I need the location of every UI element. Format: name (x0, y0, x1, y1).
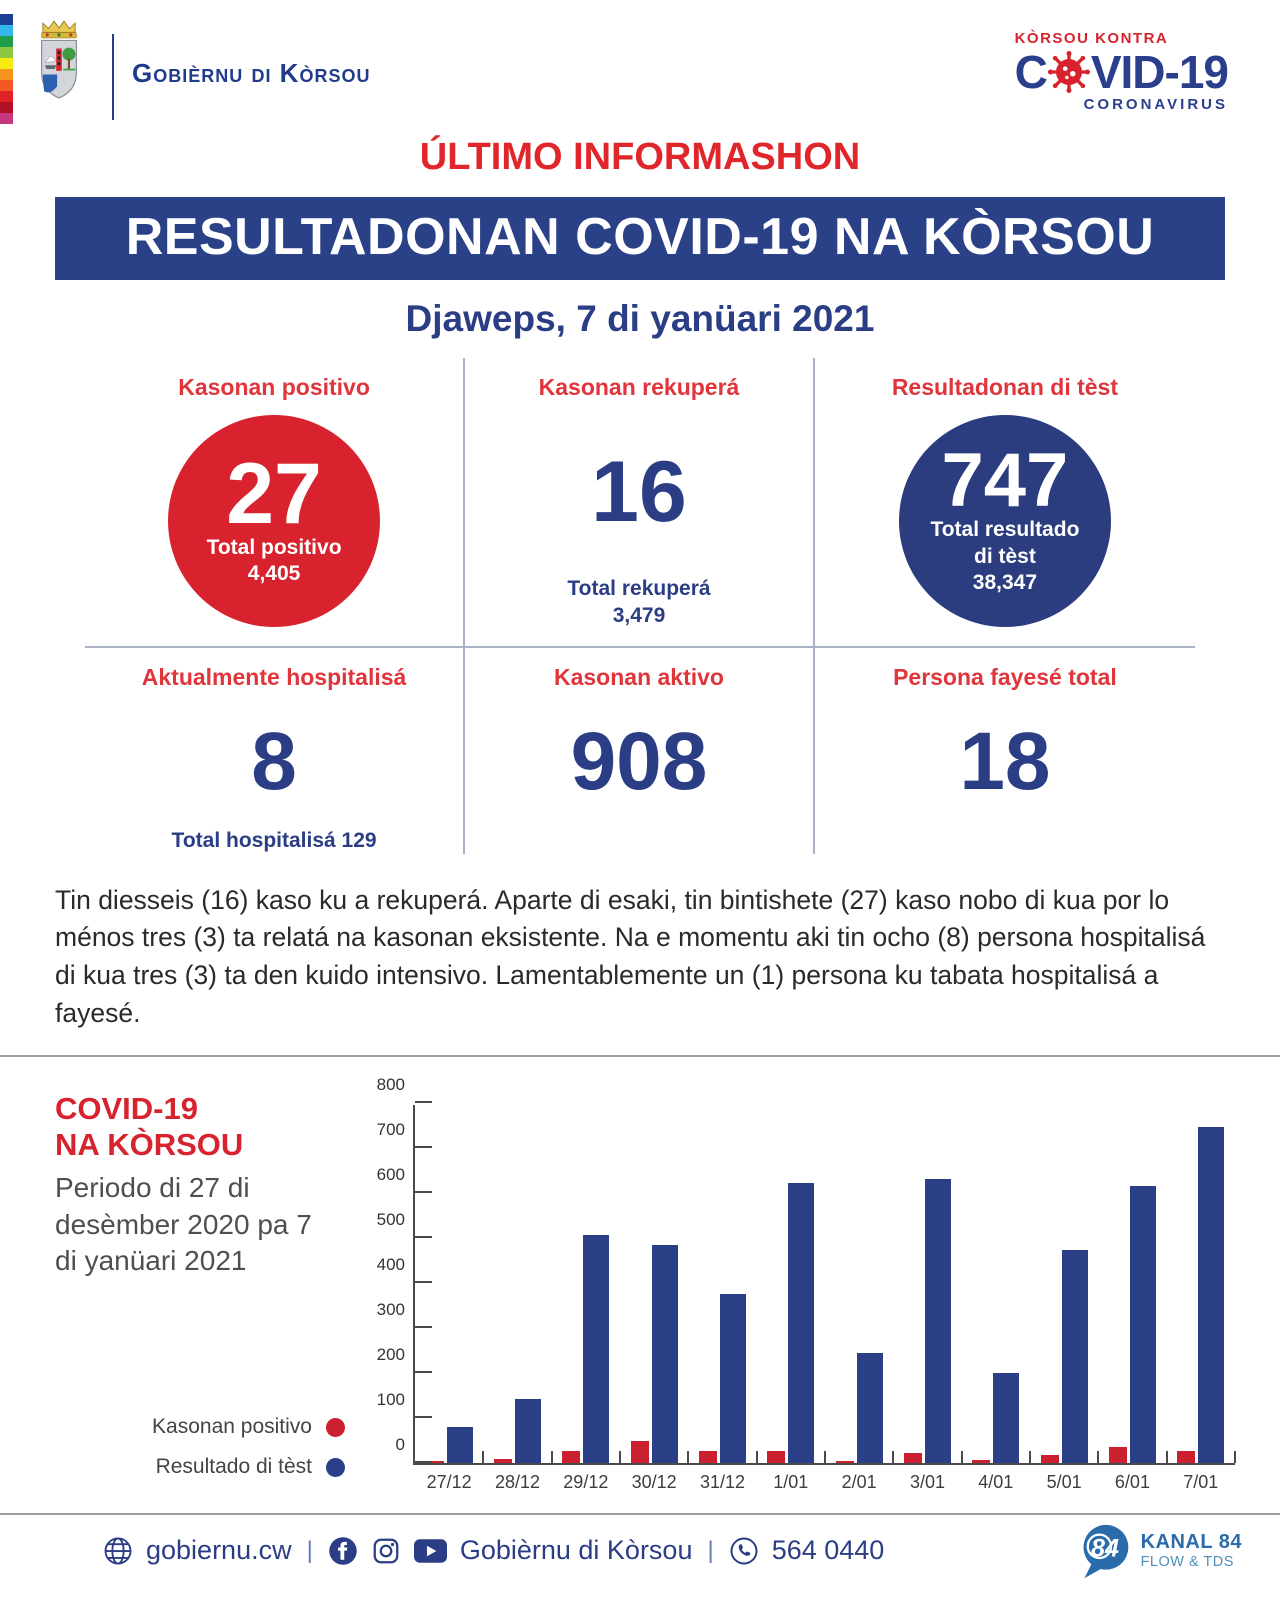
covid-logo-kicker: KÒRSOU KONTRA (1014, 30, 1169, 47)
y-axis-tick-label: 300 (376, 1300, 405, 1320)
stat-value: 16 (591, 443, 687, 540)
x-axis-label: 7/01 (1183, 1472, 1219, 1493)
covid-logo-subtitle: CORONAVIRUS (1083, 96, 1228, 113)
legend-dot (326, 1458, 345, 1477)
bar-tests (993, 1373, 1019, 1463)
positive-circle (168, 415, 380, 627)
bar-positive (904, 1453, 922, 1463)
chart-section (0, 1057, 1280, 1509)
bar-tests (583, 1235, 609, 1464)
bar-tests (652, 1245, 678, 1463)
bar-group-28/12 (483, 1105, 551, 1493)
globe-icon (103, 1536, 133, 1566)
bar-positive (836, 1461, 854, 1463)
y-axis-tick (415, 1326, 432, 1328)
x-axis-label: 1/01 (773, 1472, 809, 1493)
x-axis-label: 30/12 (631, 1472, 677, 1493)
stat-total-label-1: Total resultado (930, 518, 1080, 542)
bar-chart (355, 1075, 1235, 1505)
bar-positive (699, 1451, 717, 1464)
y-axis-tick-label: 100 (376, 1390, 405, 1410)
tests-circle (899, 415, 1111, 627)
footer-account: Gobièrnu di Kòrsou (459, 1535, 693, 1566)
y-axis-tick (415, 1281, 432, 1283)
chart-title-line2: NA KÒRSOU (55, 1126, 244, 1162)
y-axis-tick-label: 500 (376, 1210, 405, 1230)
y-axis-tick-label: 600 (376, 1165, 405, 1185)
stat-label: Resultadonan di tèst (891, 373, 1119, 400)
bar-group-1/01 (757, 1105, 825, 1493)
y-axis-tick-label: 800 (376, 1075, 405, 1095)
x-axis-label: 5/01 (1046, 1472, 1082, 1493)
x-axis-tick (1234, 1451, 1236, 1463)
y-axis-tick (415, 1191, 432, 1193)
covid-word-left: C (1014, 46, 1047, 98)
footer-website: gobiernu.cw (146, 1535, 292, 1566)
y-axis-tick (415, 1236, 432, 1238)
kicker-title: ÚLTIMO INFORMASHON (419, 136, 861, 178)
x-axis-label: 27/12 (426, 1472, 472, 1493)
x-axis-label: 4/01 (978, 1472, 1014, 1493)
footer-separator: | (707, 1536, 714, 1564)
stat-label: Kasonan aktivo (553, 663, 724, 690)
stat-value: 8 (251, 715, 297, 807)
stat-total-label: Total rekuperá (567, 576, 711, 600)
y-axis-tick (415, 1146, 432, 1148)
kanal84-logo (1077, 1522, 1242, 1580)
stat-hospitalized (85, 648, 465, 854)
stat-value: 747 (941, 438, 1069, 524)
virus-icon (1048, 51, 1090, 93)
kanal84-name: KANAL 84 (1140, 1531, 1242, 1554)
header (0, 0, 1280, 128)
whatsapp-icon (729, 1536, 759, 1566)
chart-title-line1: COVID-19 (55, 1091, 198, 1127)
bar-positive (562, 1451, 580, 1463)
bar-positive (972, 1460, 990, 1463)
covid-word-right: VID-19 (1090, 46, 1228, 98)
government-name: Gobièrnu di Kòrsou (132, 58, 371, 88)
x-axis-label: 29/12 (563, 1472, 609, 1493)
stat-value: 908 (570, 715, 708, 807)
kanal84-tagline: FLOW & TDS (1140, 1554, 1234, 1571)
bar-group-3/01 (893, 1105, 961, 1493)
report-date: Djaweps, 7 di yanüari 2021 (405, 297, 875, 339)
chart-info (55, 1091, 355, 1505)
plot-area (376, 1075, 1235, 1493)
stat-total (465, 575, 813, 630)
x-axis-label: 31/12 (699, 1472, 745, 1493)
legend-label: Resultado di tèst (155, 1455, 312, 1479)
stat-deceased (815, 648, 1195, 854)
legend-label: Kasonan positivo (152, 1415, 312, 1439)
bar-tests (925, 1179, 951, 1463)
y-axis-tick (415, 1461, 432, 1463)
facebook-icon (328, 1536, 358, 1566)
bar-group-6/01 (1098, 1105, 1166, 1493)
svg-text:84: 84 (1090, 1534, 1119, 1563)
bar-group-4/01 (962, 1105, 1030, 1493)
bar-group-2/01 (825, 1105, 893, 1493)
y-axis-tick-label: 700 (376, 1120, 405, 1140)
stat-recovered-cases (465, 358, 815, 648)
stat-total-value: 3,479 (612, 603, 666, 627)
y-axis-tick-label: 200 (376, 1345, 405, 1365)
x-axis-label: 3/01 (909, 1472, 945, 1493)
bar-tests (857, 1353, 883, 1463)
bar-positive (767, 1451, 785, 1464)
bar-tests (1062, 1250, 1088, 1463)
bar-tests (720, 1294, 746, 1464)
x-axis-label: 6/01 (1114, 1472, 1150, 1493)
instagram-icon (371, 1536, 401, 1566)
stat-value: 18 (959, 715, 1051, 807)
curacao-coat-of-arms-icon (28, 16, 90, 112)
stat-label: Kasonan rekuperá (538, 373, 740, 400)
bar-group-31/12 (688, 1105, 756, 1493)
stat-label: Kasonan positivo (178, 373, 370, 400)
stat-total-value: 38,347 (972, 570, 1038, 594)
stat-total-value: 4,405 (247, 562, 301, 586)
chart-period: Periodo di 27 di desèmber 2020 pa 7 di yanüari 2021 (55, 1172, 312, 1277)
stat-positive-cases (85, 358, 465, 648)
stat-value: 27 (226, 445, 322, 542)
chart-legend (152, 1399, 345, 1479)
legend-dot (326, 1418, 345, 1437)
bar-group-27/12 (415, 1105, 483, 1493)
footer-contact (103, 1535, 884, 1566)
footer-separator: | (306, 1536, 313, 1564)
bar-tests (1130, 1186, 1156, 1463)
bar-group-30/12 (620, 1105, 688, 1493)
bar-group-7/01 (1167, 1105, 1235, 1493)
stat-label: Aktualmente hospitalisá (141, 663, 407, 690)
stat-total-label-2: di tèst (974, 544, 1036, 568)
bar-tests (1198, 1127, 1224, 1463)
youtube-icon (414, 1539, 447, 1563)
bar-positive (631, 1441, 649, 1464)
rainbow-stripe (0, 14, 13, 124)
y-axis-tick (415, 1101, 432, 1103)
stat-label: Persona fayesé total (893, 663, 1117, 690)
footer (0, 1513, 1280, 1586)
summary-paragraph: Tin diesseis (16) kaso ku a rekuperá. Aparte di esaki, tin bintishete (27) kaso nobo di kua por lo ménos tres (3) ta relatá na kasonan eksistente. Na e momentu aki tin ocho (8) persona hospitalisá di kua tres (3) ta den kuido intensivo. Lamentablemente un (1) persona ku tabata hospitalisá a fayesé. (55, 884, 1206, 1029)
bar-positive (1177, 1451, 1195, 1463)
bar-tests (447, 1427, 473, 1463)
bar-group-29/12 (552, 1105, 620, 1493)
bar-tests (515, 1399, 541, 1463)
covid19-campaign-logo (1015, 30, 1228, 113)
bar-tests (788, 1183, 814, 1463)
kanal84-bubble-icon (1077, 1522, 1133, 1580)
bar-positive (1109, 1447, 1127, 1463)
legend-item (152, 1455, 345, 1479)
bar-group-5/01 (1030, 1105, 1098, 1493)
stat-total-label: Total positivo (206, 536, 342, 560)
bar-positive (494, 1459, 512, 1463)
main-banner-title: RESULTADONAN COVID-19 NA KÒRSOU (55, 197, 1225, 280)
y-axis-tick (415, 1371, 432, 1373)
x-axis-label: 2/01 (841, 1472, 877, 1493)
footer-phone: 564 0440 (771, 1535, 885, 1566)
stat-total-label: Total hospitalisá 129 (171, 828, 377, 852)
stats-grid (85, 358, 1195, 854)
stat-active-cases (465, 648, 815, 854)
x-axis-label: 28/12 (494, 1472, 541, 1493)
stat-test-results (815, 358, 1195, 648)
y-axis-tick (415, 1416, 432, 1418)
header-divider (112, 34, 114, 120)
legend-item (152, 1415, 345, 1439)
y-axis-tick-label: 400 (376, 1255, 405, 1275)
y-axis-tick-label: 0 (395, 1435, 405, 1455)
bar-positive (1041, 1455, 1059, 1463)
